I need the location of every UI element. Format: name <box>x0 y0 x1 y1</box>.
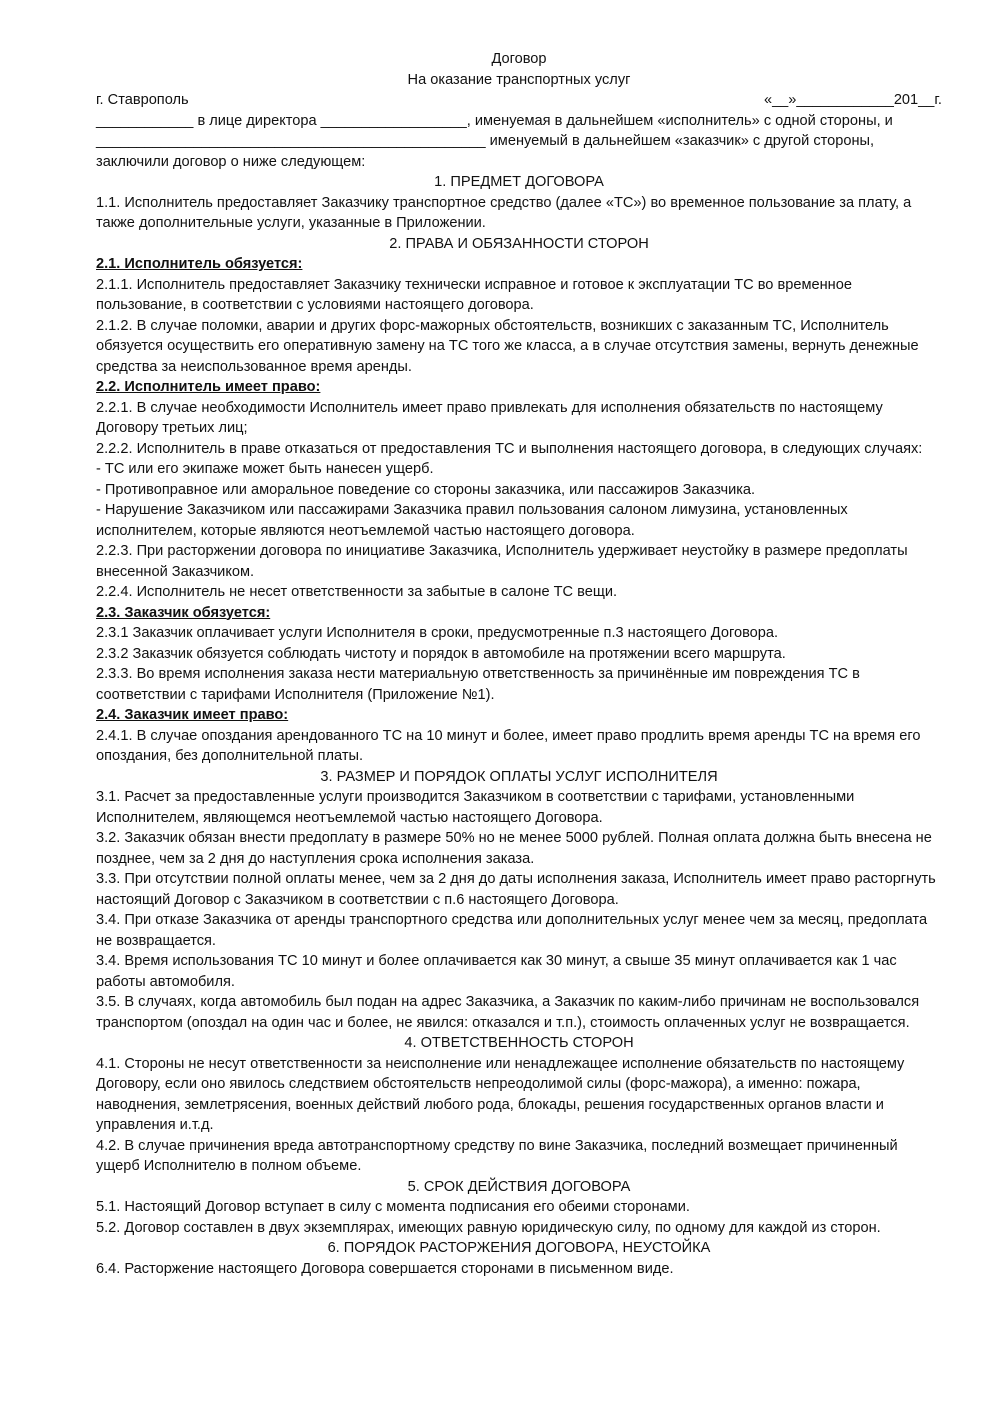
section-heading: 6. ПОРЯДОК РАСТОРЖЕНИЯ ДОГОВОРА, НЕУСТОЙКА <box>327 1240 711 1256</box>
clause-paragraph: 2.3.1 Заказчик оплачивает услуги Исполнителя в сроки, предусмотренные п.3 настоящего Договора. <box>96 625 779 641</box>
clause-paragraph: - Нарушение Заказчиком или пассажирами Заказчика правил пользования салоном лимузина, установленных исполнителем, которые являются неотъемлемой частью настоящего договора. <box>96 502 848 539</box>
contract-date: «__»____________201__г. <box>763 92 942 108</box>
clause-paragraph: 3.3. При отсутствии полной оплаты менее, чем за 2 дня до даты исполнения заказа, Исполнитель имеет право расторгнуть настоящий Договор с Заказчиком в соответствии с п.6 настоящего Договора. <box>96 871 936 908</box>
section-6 <box>96 1238 942 1279</box>
section-heading: 3. РАЗМЕР И ПОРЯДОК ОПЛАТЫ УСЛУГ ИСПОЛНИТЕЛЯ <box>320 768 718 785</box>
clause-paragraph: - ТС или его экипаже может быть нанесен ущерб. <box>96 461 434 477</box>
clause-paragraph: 2.2.2. Исполнитель в праве отказаться от предоставления ТС и выполнения настоящего договора, в следующих случаях: <box>96 440 923 457</box>
clause-paragraph: 4.2. В случае причинения вреда автотранспортному средству по вине Заказчика, последний возмещает причиненный ущерб Исполнителю в полном объеме. <box>96 1137 898 1174</box>
clause-paragraph: 2.3.3. Во время исполнения заказа нести материальную ответственность за причинённые им повреждения ТС в соответствии с тарифами Исполнителя (Приложение №1). <box>96 666 860 703</box>
subsection-heading: 2.4. Заказчик имеет право: <box>96 707 289 723</box>
document-title: Договор <box>491 51 547 67</box>
section-1 <box>96 172 942 234</box>
clause-paragraph: 2.1.2. В случае поломки, аварии и других форс-мажорных обстоятельств, возникших с заказанным ТС, Исполнитель обязуется осуществить его оперативную замену на ТС того же класса, а в случае отсутствия замены, вернуть денежные средства за неиспользованное время аренды. <box>96 317 919 375</box>
clause-paragraph: 2.4.1. В случае опоздания арендованного ТС на 10 минут и более, имеет право продлить время аренды ТС на время его опоздания, без дополнительной платы. <box>96 727 921 764</box>
section-heading: 4. ОТВЕТСТВЕННОСТЬ СТОРОН <box>404 1035 634 1051</box>
section-2 <box>96 234 942 767</box>
city: г. Ставрополь <box>96 92 189 108</box>
clause-paragraph: - Противоправное или аморальное поведение со стороны заказчика, или пассажиров Заказчика. <box>96 481 756 498</box>
section-5 <box>96 1177 942 1239</box>
clause-paragraph: 5.1. Настоящий Договор вступает в силу с момента подписания его обеими сторонами. <box>96 1199 690 1215</box>
clause-paragraph: 3.1. Расчет за предоставленные услуги производится Заказчиком в соответствии с тарифами, установленными Исполнителем, являющемся неотъемлемой частью настоящего Договора. <box>96 789 855 826</box>
subsection-heading: 2.3. Заказчик обязуется: <box>96 604 271 621</box>
clause-paragraph: 6.4. Расторжение настоящего Договора совершается сторонами в письменном виде. <box>96 1260 674 1277</box>
clause-paragraph: 3.4. Время использования ТС 10 минут и более оплачивается как 30 минут, а свыше 35 минут оплачивается как 1 час работы автомобиля. <box>96 953 897 990</box>
section-heading: 2. ПРАВА И ОБЯЗАННОСТИ СТОРОН <box>389 235 649 252</box>
section-3 <box>96 767 942 1034</box>
clause-paragraph: 3.2. Заказчик обязан внести предоплату в размере 50% но не менее 5000 рублей. Полная оплата должна быть внесена не позднее, чем за 2 дня до наступления срока исполнения заказа. <box>96 830 932 867</box>
clause-paragraph: 2.2.4. Исполнитель не несет ответственности за забытые в салоне ТС вещи. <box>96 584 618 600</box>
clause-paragraph: 2.2.3. При расторжении договора по инициативе Заказчика, Исполнитель удерживает неустойку в размере предоплаты внесенной Заказчиком. <box>96 543 908 580</box>
contract-sections <box>96 172 942 1279</box>
section-heading: 1. ПРЕДМЕТ ДОГОВОРА <box>434 174 604 190</box>
document-subtitle: На оказание транспортных услуг <box>407 71 631 88</box>
clause-paragraph: 2.2.1. В случае необходимости Исполнитель имеет право привлекать для исполнения обязательств по настоящему Договору третьих лиц; <box>96 399 883 436</box>
party-line-1: ____________ в лице директора __________________, именуемая в дальнейшем «исполнитель» с одной стороны, и <box>96 112 893 129</box>
clause-paragraph: 2.1.1. Исполнитель предоставляет Заказчику технически исправное и готовое к эксплуатации ТС во временное пользование, в соответствии с условиями настоящего договора. <box>96 276 852 313</box>
subsection-heading: 2.1. Исполнитель обязуется: <box>96 256 303 272</box>
clause-paragraph: 5.2. Договор составлен в двух экземплярах, имеющих равную юридическую силу, по одному для каждой из сторон. <box>96 1219 881 1236</box>
section-4 <box>96 1033 942 1177</box>
party-line-2: ________________________________________________ именуемый в дальнейшем «заказчик» с другой стороны, <box>96 133 875 149</box>
city-date-row <box>96 90 942 111</box>
clause-paragraph: 3.4. При отказе Заказчика от аренды транспортного средства или дополнительных услуг менее чем за месяц, предоплата не возвращается. <box>96 912 928 949</box>
clause-paragraph: 2.3.2 Заказчик обязуется соблюдать чистоту и порядок в автомобиле на протяжении всего маршрута. <box>96 645 786 662</box>
party-line-3: заключили договор о ниже следующем: <box>96 153 366 170</box>
section-heading: 5. СРОК ДЕЙСТВИЯ ДОГОВОРА <box>407 1178 631 1195</box>
clause-paragraph: 3.5. В случаях, когда автомобиль был подан на адрес Заказчика, а Заказчик по каким-либо причинам не воспользовался транспортом (опоздал на один час и более, не явился: отказался и т.п.), стоимость оплаченных услуг не возвращается. <box>96 994 920 1031</box>
clause-paragraph: 4.1. Стороны не несут ответственности за неисполнение или ненадлежащее исполнение обязательств по настоящему Договору, если оно явилось следствием обстоятельств непреодолимой силы (форс-мажора), а именно: пожара, наводнения, землетрясения, военных действий любого рода, блокады, решения государственных органов власти и управления и.т.д. <box>96 1055 905 1133</box>
subsection-heading: 2.2. Исполнитель имеет право: <box>96 379 321 395</box>
clause-paragraph: 1.1. Исполнитель предоставляет Заказчику транспортное средство (далее «ТС») во временное пользование за плату, а также дополнительные услуги, указанные в Приложении. <box>96 194 912 231</box>
